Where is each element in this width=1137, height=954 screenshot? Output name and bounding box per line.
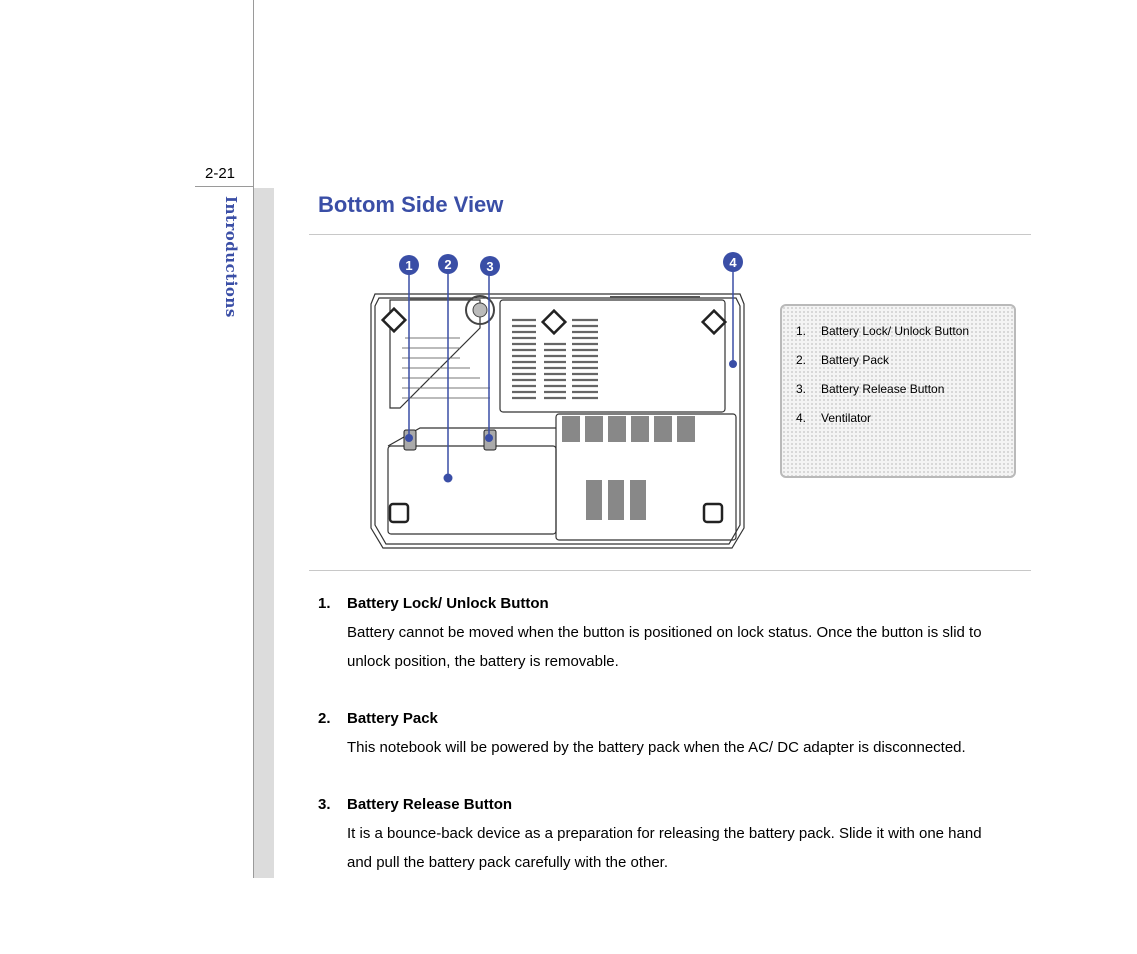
sidebar-band [254, 188, 274, 878]
body-line: This notebook will be powered by the battery pack when the AC/ DC adapter is disconnected. [347, 739, 966, 756]
body-line: and pull the battery pack carefully with the other. [347, 854, 669, 871]
section-tab [214, 196, 254, 326]
body-line: unlock position, the battery is removable. [347, 653, 619, 670]
legend-item: 2. Battery Pack [796, 353, 890, 367]
laptop-bottom-illustration [360, 248, 760, 558]
item-heading: Battery Pack [347, 710, 438, 727]
description-item-1 [318, 589, 1038, 676]
bottom-divider [309, 570, 1031, 571]
item-heading: Battery Release Button [347, 796, 513, 813]
legend-item: 3. Battery Release Button [796, 382, 945, 396]
description-item-2 [318, 704, 1038, 762]
item-number: 2. [318, 710, 331, 727]
item-number: 3. [318, 796, 331, 813]
marker-1-label: 1 [405, 258, 413, 273]
section-label: Introductions [222, 196, 240, 318]
page-number: 2-21 [205, 165, 236, 182]
marker-3-label: 3 [486, 259, 494, 274]
legend-item: 1. Battery Lock/ Unlock Button [796, 324, 970, 338]
description-item-3 [318, 790, 1038, 877]
body-line: Battery cannot be moved when the button is positioned on lock status. Once the button is slid to [347, 624, 982, 641]
marker-2-label: 2 [444, 257, 452, 272]
marker-4-label: 4 [729, 255, 737, 270]
page-number-rule [195, 186, 254, 187]
item-heading: Battery Lock/ Unlock Button [347, 595, 549, 612]
page-title: Bottom Side View [318, 192, 504, 217]
figure-legend [780, 304, 1016, 478]
top-divider [309, 234, 1031, 235]
body-line: It is a bounce-back device as a preparation for releasing the battery pack. Slide it with one hand [347, 825, 982, 842]
legend-item: 4. Ventilator [796, 411, 872, 425]
item-number: 1. [318, 595, 331, 612]
